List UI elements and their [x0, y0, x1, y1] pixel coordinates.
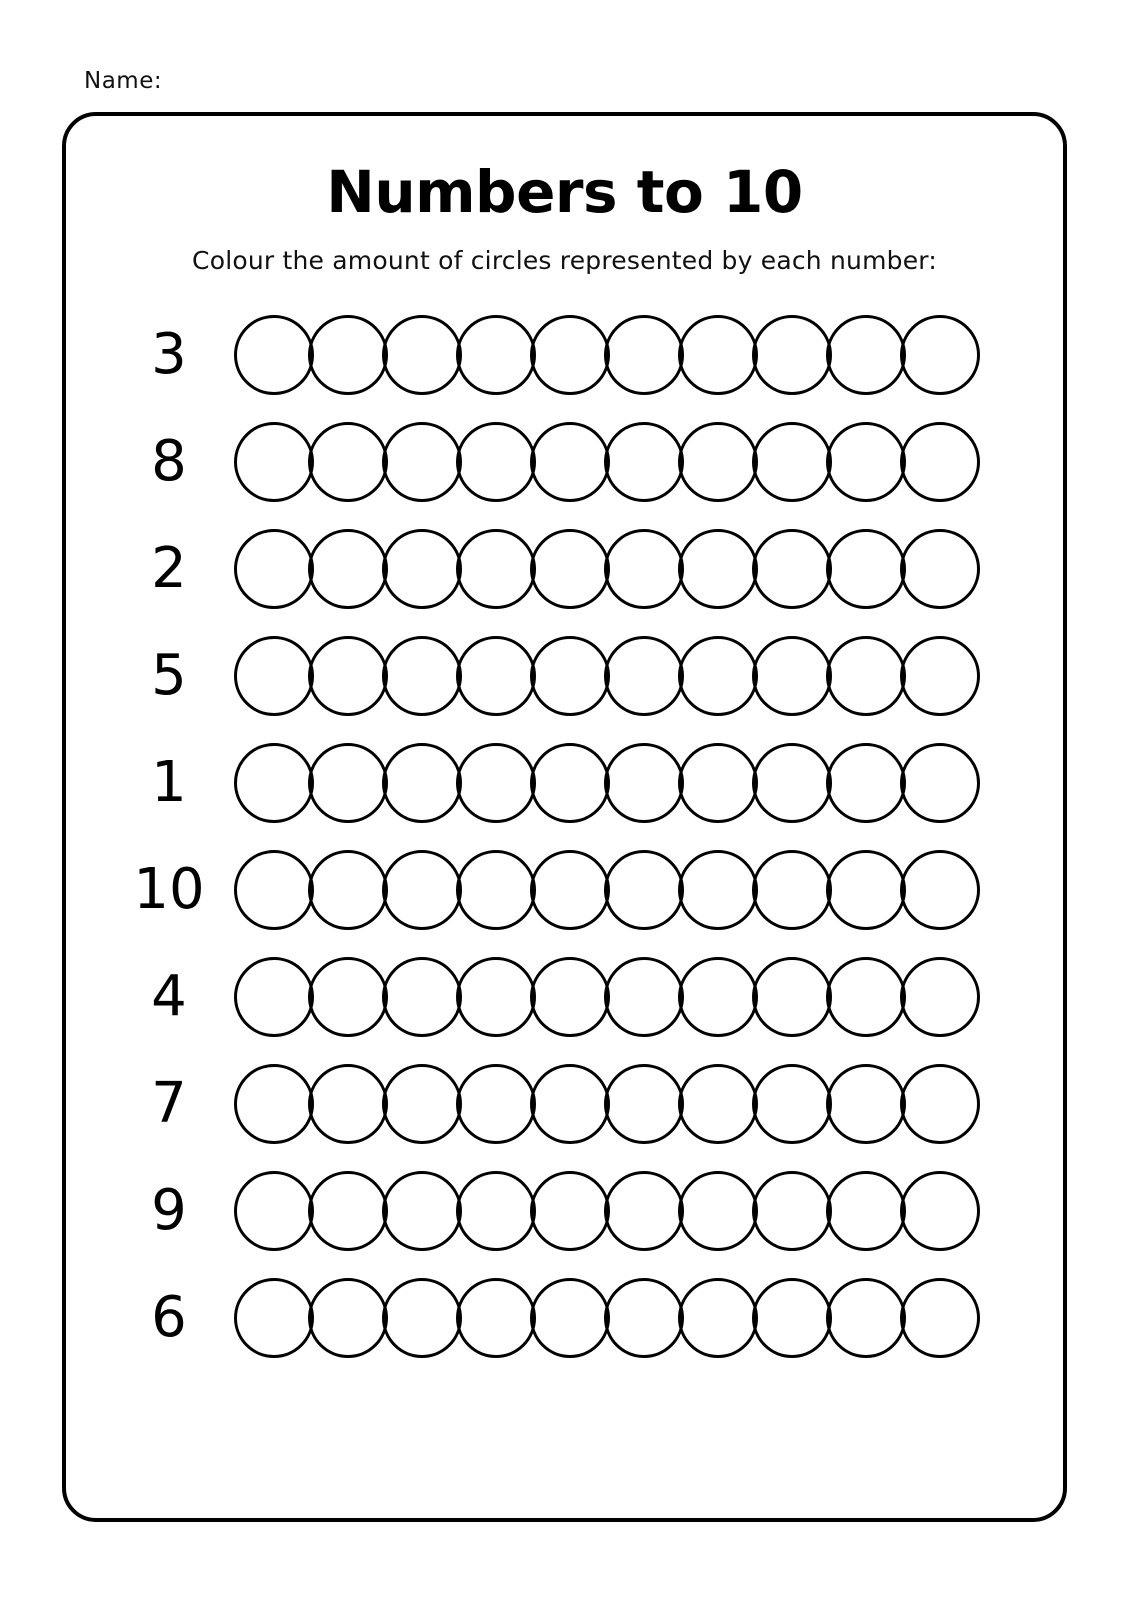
colourable-circle[interactable] [530, 850, 610, 930]
colourable-circle[interactable] [604, 1278, 684, 1358]
colourable-circle[interactable] [826, 957, 906, 1037]
row-number-label: 3 [151, 321, 187, 387]
colourable-circle[interactable] [382, 850, 462, 930]
colourable-circle[interactable] [900, 743, 980, 823]
colourable-circle[interactable] [382, 1171, 462, 1251]
colourable-circle[interactable] [678, 529, 758, 609]
colourable-circle[interactable] [752, 315, 832, 395]
colourable-circle[interactable] [752, 422, 832, 502]
row-number-label: 2 [151, 535, 187, 601]
colourable-circle[interactable] [900, 315, 980, 395]
colourable-circle[interactable] [456, 1064, 536, 1144]
colourable-circle[interactable] [530, 743, 610, 823]
colourable-circle[interactable] [308, 743, 388, 823]
colourable-circle[interactable] [234, 529, 314, 609]
colourable-circle[interactable] [604, 422, 684, 502]
colourable-circle[interactable] [456, 743, 536, 823]
colourable-circle[interactable] [900, 850, 980, 930]
colourable-circle[interactable] [308, 1278, 388, 1358]
colourable-circle[interactable] [308, 315, 388, 395]
circle-group [234, 529, 1063, 609]
colourable-circle[interactable] [234, 850, 314, 930]
colourable-circle[interactable] [308, 850, 388, 930]
colourable-circle[interactable] [678, 636, 758, 716]
colourable-circle[interactable] [752, 1278, 832, 1358]
name-field-label: Name: [84, 68, 163, 94]
exercise-row [66, 943, 1063, 1050]
colourable-circle[interactable] [382, 743, 462, 823]
colourable-circle[interactable] [234, 957, 314, 1037]
colourable-circle[interactable] [234, 422, 314, 502]
colourable-circle[interactable] [900, 957, 980, 1037]
exercise-row [66, 622, 1063, 729]
colourable-circle[interactable] [234, 636, 314, 716]
colourable-circle[interactable] [678, 743, 758, 823]
colourable-circle[interactable] [308, 422, 388, 502]
colourable-circle[interactable] [752, 529, 832, 609]
colourable-circle[interactable] [752, 957, 832, 1037]
colourable-circle[interactable] [604, 1171, 684, 1251]
row-number-label: 1 [151, 749, 187, 815]
colourable-circle[interactable] [308, 1171, 388, 1251]
colourable-circle[interactable] [604, 315, 684, 395]
exercise-row [66, 1050, 1063, 1157]
exercise-rows [66, 301, 1063, 1494]
colourable-circle[interactable] [530, 1171, 610, 1251]
colourable-circle[interactable] [826, 1278, 906, 1358]
colourable-circle[interactable] [382, 529, 462, 609]
colourable-circle[interactable] [456, 850, 536, 930]
colourable-circle[interactable] [456, 1171, 536, 1251]
colourable-circle[interactable] [604, 636, 684, 716]
exercise-row [66, 515, 1063, 622]
colourable-circle[interactable] [456, 636, 536, 716]
colourable-circle[interactable] [604, 850, 684, 930]
colourable-circle[interactable] [678, 850, 758, 930]
exercise-row [66, 729, 1063, 836]
colourable-circle[interactable] [826, 636, 906, 716]
circle-group [234, 1064, 1063, 1144]
colourable-circle[interactable] [530, 1064, 610, 1144]
colourable-circle[interactable] [234, 1171, 314, 1251]
colourable-circle[interactable] [826, 529, 906, 609]
circle-group [234, 1171, 1063, 1251]
circle-group [234, 422, 1063, 502]
colourable-circle[interactable] [752, 850, 832, 930]
colourable-circle[interactable] [900, 1064, 980, 1144]
circle-group [234, 957, 1063, 1037]
colourable-circle[interactable] [826, 1171, 906, 1251]
row-number-label: 6 [151, 1284, 187, 1350]
colourable-circle[interactable] [604, 529, 684, 609]
row-number-label: 8 [151, 428, 187, 494]
colourable-circle[interactable] [234, 315, 314, 395]
colourable-circle[interactable] [530, 957, 610, 1037]
colourable-circle[interactable] [382, 315, 462, 395]
colourable-circle[interactable] [826, 850, 906, 930]
colourable-circle[interactable] [678, 1278, 758, 1358]
colourable-circle[interactable] [456, 315, 536, 395]
colourable-circle[interactable] [678, 1064, 758, 1144]
colourable-circle[interactable] [382, 1064, 462, 1144]
row-number-label: 4 [151, 963, 187, 1029]
row-number-label: 9 [151, 1177, 187, 1243]
colourable-circle[interactable] [382, 1278, 462, 1358]
colourable-circle[interactable] [308, 529, 388, 609]
colourable-circle[interactable] [826, 743, 906, 823]
colourable-circle[interactable] [234, 1278, 314, 1358]
page-title: Numbers to 10 [326, 158, 803, 226]
colourable-circle[interactable] [234, 1064, 314, 1144]
colourable-circle[interactable] [456, 957, 536, 1037]
colourable-circle[interactable] [900, 1278, 980, 1358]
colourable-circle[interactable] [826, 315, 906, 395]
circle-group [234, 315, 1063, 395]
colourable-circle[interactable] [900, 636, 980, 716]
colourable-circle[interactable] [604, 957, 684, 1037]
colourable-circle[interactable] [900, 1171, 980, 1251]
colourable-circle[interactable] [678, 957, 758, 1037]
circle-group [234, 636, 1063, 716]
colourable-circle[interactable] [530, 636, 610, 716]
colourable-circle[interactable] [382, 636, 462, 716]
colourable-circle[interactable] [308, 636, 388, 716]
colourable-circle[interactable] [456, 422, 536, 502]
colourable-circle[interactable] [530, 422, 610, 502]
colourable-circle[interactable] [752, 1064, 832, 1144]
exercise-row [66, 1264, 1063, 1371]
colourable-circle[interactable] [604, 1064, 684, 1144]
colourable-circle[interactable] [826, 422, 906, 502]
colourable-circle[interactable] [900, 422, 980, 502]
row-number-label: 5 [151, 642, 187, 708]
colourable-circle[interactable] [604, 743, 684, 823]
colourable-circle[interactable] [752, 636, 832, 716]
colourable-circle[interactable] [308, 957, 388, 1037]
row-number-label: 10 [133, 856, 205, 922]
worksheet-frame [62, 112, 1067, 1522]
colourable-circle[interactable] [900, 529, 980, 609]
colourable-circle[interactable] [382, 957, 462, 1037]
colourable-circle[interactable] [234, 743, 314, 823]
circle-group [234, 743, 1063, 823]
colourable-circle[interactable] [382, 422, 462, 502]
colourable-circle[interactable] [456, 1278, 536, 1358]
exercise-row [66, 836, 1063, 943]
instruction-text: Colour the amount of circles represented by each number: [192, 246, 937, 275]
colourable-circle[interactable] [530, 529, 610, 609]
colourable-circle[interactable] [752, 743, 832, 823]
circle-group [234, 1278, 1063, 1358]
exercise-row [66, 301, 1063, 408]
colourable-circle[interactable] [678, 315, 758, 395]
colourable-circle[interactable] [752, 1171, 832, 1251]
circle-group [234, 850, 1063, 930]
row-number-label: 7 [151, 1070, 187, 1136]
colourable-circle[interactable] [826, 1064, 906, 1144]
colourable-circle[interactable] [530, 1278, 610, 1358]
colourable-circle[interactable] [678, 1171, 758, 1251]
colourable-circle[interactable] [530, 315, 610, 395]
colourable-circle[interactable] [308, 1064, 388, 1144]
exercise-row [66, 1157, 1063, 1264]
exercise-row [66, 408, 1063, 515]
colourable-circle[interactable] [456, 529, 536, 609]
colourable-circle[interactable] [678, 422, 758, 502]
